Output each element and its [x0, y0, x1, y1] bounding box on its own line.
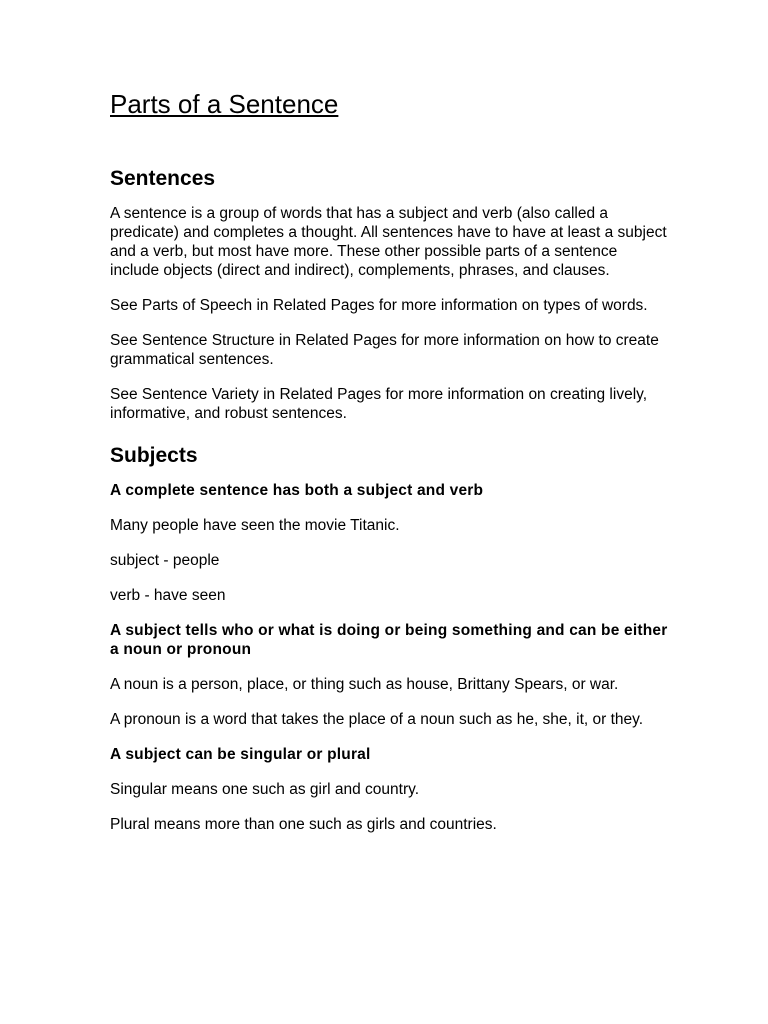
paragraph: See Parts of Speech in Related Pages for more information on types of words. [110, 297, 648, 314]
example-sentence: Many people have seen the movie Titanic. [110, 517, 400, 534]
paragraph: See Sentence Variety in Related Pages for more information on creating lively, informative, and robust sentences. [110, 386, 648, 422]
paragraph: A sentence is a group of words that has a subject and verb (also called a predicate) and completes a thought. All sentences have to have at least a subject and a verb, but most have more. These other possible parts of a sentence include objects (direct and indirect), complements, phrases, and clauses. [110, 205, 667, 279]
rule-heading: A subject can be singular or plural [110, 746, 371, 763]
example-verb: verb - have seen [110, 587, 226, 604]
rule-heading: A subject tells who or what is doing or being something and can be either a noun or pronoun [110, 622, 668, 658]
noun-definition: A noun is a person, place, or thing such as house, Brittany Spears, or war. [110, 676, 619, 693]
section-heading-sentences: Sentences [110, 167, 216, 190]
pronoun-definition: A pronoun is a word that takes the place of a noun such as he, she, it, or they. [110, 711, 644, 728]
page-title: Parts of a Sentence [110, 89, 339, 119]
rule-heading: A complete sentence has both a subject and verb [110, 482, 484, 499]
plural-definition: Plural means more than one such as girls and countries. [110, 816, 497, 833]
example-subject: subject - people [110, 552, 220, 569]
singular-definition: Singular means one such as girl and country. [110, 781, 420, 798]
section-heading-subjects: Subjects [110, 444, 198, 467]
section-subjects [110, 443, 670, 834]
document-page [110, 88, 670, 850]
paragraph: See Sentence Structure in Related Pages for more information on how to create grammatical sentences. [110, 332, 659, 368]
section-sentences [110, 166, 670, 423]
